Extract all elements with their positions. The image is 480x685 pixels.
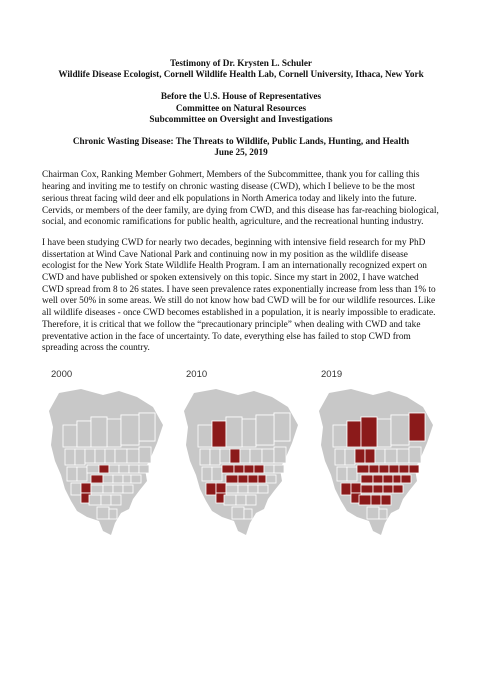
unaffected-region xyxy=(113,475,123,483)
unaffected-region xyxy=(109,465,119,473)
map-panel-2019 xyxy=(311,369,441,540)
affected-region xyxy=(399,465,409,473)
unaffected-region xyxy=(127,449,139,463)
unaffected-region xyxy=(264,465,274,473)
unaffected-region xyxy=(333,425,347,447)
unaffected-region xyxy=(409,447,421,463)
unaffected-region xyxy=(115,449,127,463)
unaffected-region xyxy=(87,465,99,473)
affected-region xyxy=(234,465,244,473)
paragraph-background: I have been studying CWD for nearly two decades, beginning with intensive field research for my PhD dissertation at Wind Cave National Park and continuing now in my position as the wildlife disease ecologist for the New York State Wildlife Health Program. I am an internationally recognized expert on CWD and have published or spoken extensively on this topic. Since my start in 2002, I have watched CWD spread from 8 to 26 states. I have seen prevalence rates exponentially increase from less than 1% to well over 50% in some areas. We still do not know how bad CWD will be for our wildlife resources. Like all wildlife diseases - once CWD becomes established in a population, it is nearly impossible to eradicate. Therefore, it is critical that we follow the “precautionary principle” when dealing with CWD and take preventative action in the face of uncertainty. To date, everything else has failed to stop CWD from spreading across the country. xyxy=(42,237,436,354)
affected-region xyxy=(379,465,389,473)
unaffected-region xyxy=(375,449,385,463)
affected-region xyxy=(359,495,371,505)
unaffected-region xyxy=(91,417,107,447)
unaffected-region xyxy=(75,449,85,465)
unaffected-region xyxy=(65,449,75,465)
before-line: Before the U.S. House of Representatives xyxy=(160,91,322,102)
unaffected-region xyxy=(238,485,248,493)
affected-region xyxy=(357,465,369,473)
affected-region xyxy=(206,483,216,495)
witness-affiliation: Wildlife Disease Ecologist, Cornell Wildlife Health Lab, Cornell University, Ithaca, New York xyxy=(58,69,424,80)
unaffected-region xyxy=(71,483,81,495)
unaffected-region xyxy=(77,467,87,481)
map-year-label: 2000 xyxy=(51,368,73,380)
affected-region xyxy=(383,475,393,483)
affected-region xyxy=(351,483,361,493)
affected-region xyxy=(216,483,226,493)
unaffected-region xyxy=(97,507,109,519)
affected-region xyxy=(248,475,258,483)
cwd-map-2010 xyxy=(176,385,306,540)
unaffected-region xyxy=(210,449,220,465)
unaffected-region xyxy=(224,495,236,505)
unaffected-region xyxy=(121,415,139,445)
unaffected-region xyxy=(240,449,250,463)
affected-region xyxy=(383,485,393,493)
unaffected-region xyxy=(236,495,246,505)
affected-region xyxy=(381,495,391,505)
affected-region xyxy=(401,475,411,483)
unaffected-region xyxy=(63,425,77,447)
unaffected-region xyxy=(202,467,212,481)
affected-region xyxy=(369,465,379,473)
map-year-label: 2019 xyxy=(321,368,343,380)
unaffected-region xyxy=(103,475,113,483)
unaffected-region xyxy=(367,507,379,519)
affected-region xyxy=(355,449,365,463)
unaffected-region xyxy=(248,485,258,493)
unaffected-region xyxy=(111,495,121,505)
affected-region xyxy=(81,483,91,493)
unaffected-region xyxy=(250,449,262,463)
affected-region xyxy=(230,449,240,463)
unaffected-region xyxy=(77,421,91,447)
map-panel-2010 xyxy=(176,369,306,540)
hearing-title: Chronic Wasting Disease: The Threats to Wildlife, Public Lands, Hunting, and Health xyxy=(72,136,410,147)
unaffected-region xyxy=(85,449,95,463)
unaffected-region xyxy=(109,509,117,519)
affected-region xyxy=(212,421,226,447)
unaffected-region xyxy=(103,485,113,493)
cwd-map-2000 xyxy=(41,385,171,540)
unaffected-region xyxy=(67,467,77,481)
map-panel-2000 xyxy=(41,369,171,540)
unaffected-region xyxy=(379,509,387,519)
unaffected-region xyxy=(139,447,151,463)
affected-region xyxy=(361,417,377,447)
unaffected-region xyxy=(123,475,131,483)
unaffected-region xyxy=(391,415,409,445)
unaffected-region xyxy=(123,485,133,493)
unaffected-region xyxy=(385,449,397,463)
affected-region xyxy=(409,465,419,473)
hearing-date: June 25, 2019 xyxy=(214,147,268,158)
unaffected-region xyxy=(212,467,222,481)
affected-region xyxy=(91,475,103,483)
affected-region xyxy=(244,465,254,473)
unaffected-region xyxy=(226,417,242,447)
unaffected-region xyxy=(113,485,123,493)
unaffected-region xyxy=(258,485,268,493)
unaffected-region xyxy=(244,509,252,519)
unaffected-region xyxy=(139,465,149,473)
unaffected-region xyxy=(107,419,121,447)
affected-region xyxy=(361,475,373,483)
unaffected-region xyxy=(200,449,210,465)
cwd-map-2019 xyxy=(311,385,441,540)
unaffected-region xyxy=(345,449,355,465)
affected-region xyxy=(254,465,264,473)
unaffected-region xyxy=(232,507,244,519)
unaffected-region xyxy=(89,495,101,505)
paragraph-intro: Chairman Cox, Ranking Member Gohmert, Members of the Subcommittee, thank you for calling this hearing and inviting me to testify on chronic wasting disease (CWD), which I believe to be the most serious threat facing wild deer and elk populations in North America today and likely into the future. Cervids, or members of the deer family, are dying from CWD, and this disease has far-reaching biological, social, and economic ramifications for public health, agriculture, and the recreational hunting industry. xyxy=(42,170,439,228)
committee-block xyxy=(42,91,440,125)
affected-region xyxy=(373,485,383,493)
unaffected-region xyxy=(256,415,274,445)
committee-line: Committee on Natural Resources xyxy=(175,102,307,113)
unaffected-region xyxy=(262,449,274,463)
hearing-block xyxy=(42,136,440,158)
affected-region xyxy=(238,475,248,483)
affected-region xyxy=(222,465,234,473)
unaffected-region xyxy=(242,419,256,447)
unaffected-region xyxy=(397,449,409,463)
affected-region xyxy=(371,495,381,505)
unaffected-region xyxy=(91,485,103,493)
affected-region xyxy=(258,475,266,483)
unaffected-region xyxy=(220,449,230,463)
unaffected-region xyxy=(119,465,129,473)
map-year-label: 2010 xyxy=(186,368,208,380)
affected-region xyxy=(389,465,399,473)
unaffected-region xyxy=(131,475,141,483)
affected-region xyxy=(393,475,401,483)
unaffected-region xyxy=(198,425,212,447)
unaffected-region xyxy=(274,465,284,473)
unaffected-region xyxy=(274,447,286,463)
testimony-title: Testimony of Dr. Krysten L. Schuler xyxy=(170,58,312,68)
unaffected-region xyxy=(274,413,290,441)
unaffected-region xyxy=(139,413,155,441)
cwd-spread-maps xyxy=(41,369,441,540)
affected-region xyxy=(393,485,403,493)
unaffected-region xyxy=(335,449,345,465)
affected-region xyxy=(341,483,351,495)
unaffected-region xyxy=(95,449,105,463)
unaffected-region xyxy=(337,467,347,481)
affected-region xyxy=(361,485,373,493)
affected-region xyxy=(347,421,361,447)
unaffected-region xyxy=(377,419,391,447)
affected-region xyxy=(409,413,425,441)
testimony-header xyxy=(42,58,440,80)
unaffected-region xyxy=(129,465,139,473)
unaffected-region xyxy=(266,475,276,483)
affected-region xyxy=(373,475,383,483)
unaffected-region xyxy=(101,495,111,505)
unaffected-region xyxy=(347,467,357,481)
affected-region xyxy=(99,465,109,473)
unaffected-region xyxy=(226,485,238,493)
affected-region xyxy=(365,449,375,463)
unaffected-region xyxy=(105,449,115,463)
subcommittee-line: Subcommittee on Oversight and Investigations xyxy=(149,113,333,124)
unaffected-region xyxy=(246,495,256,505)
affected-region xyxy=(226,475,238,483)
